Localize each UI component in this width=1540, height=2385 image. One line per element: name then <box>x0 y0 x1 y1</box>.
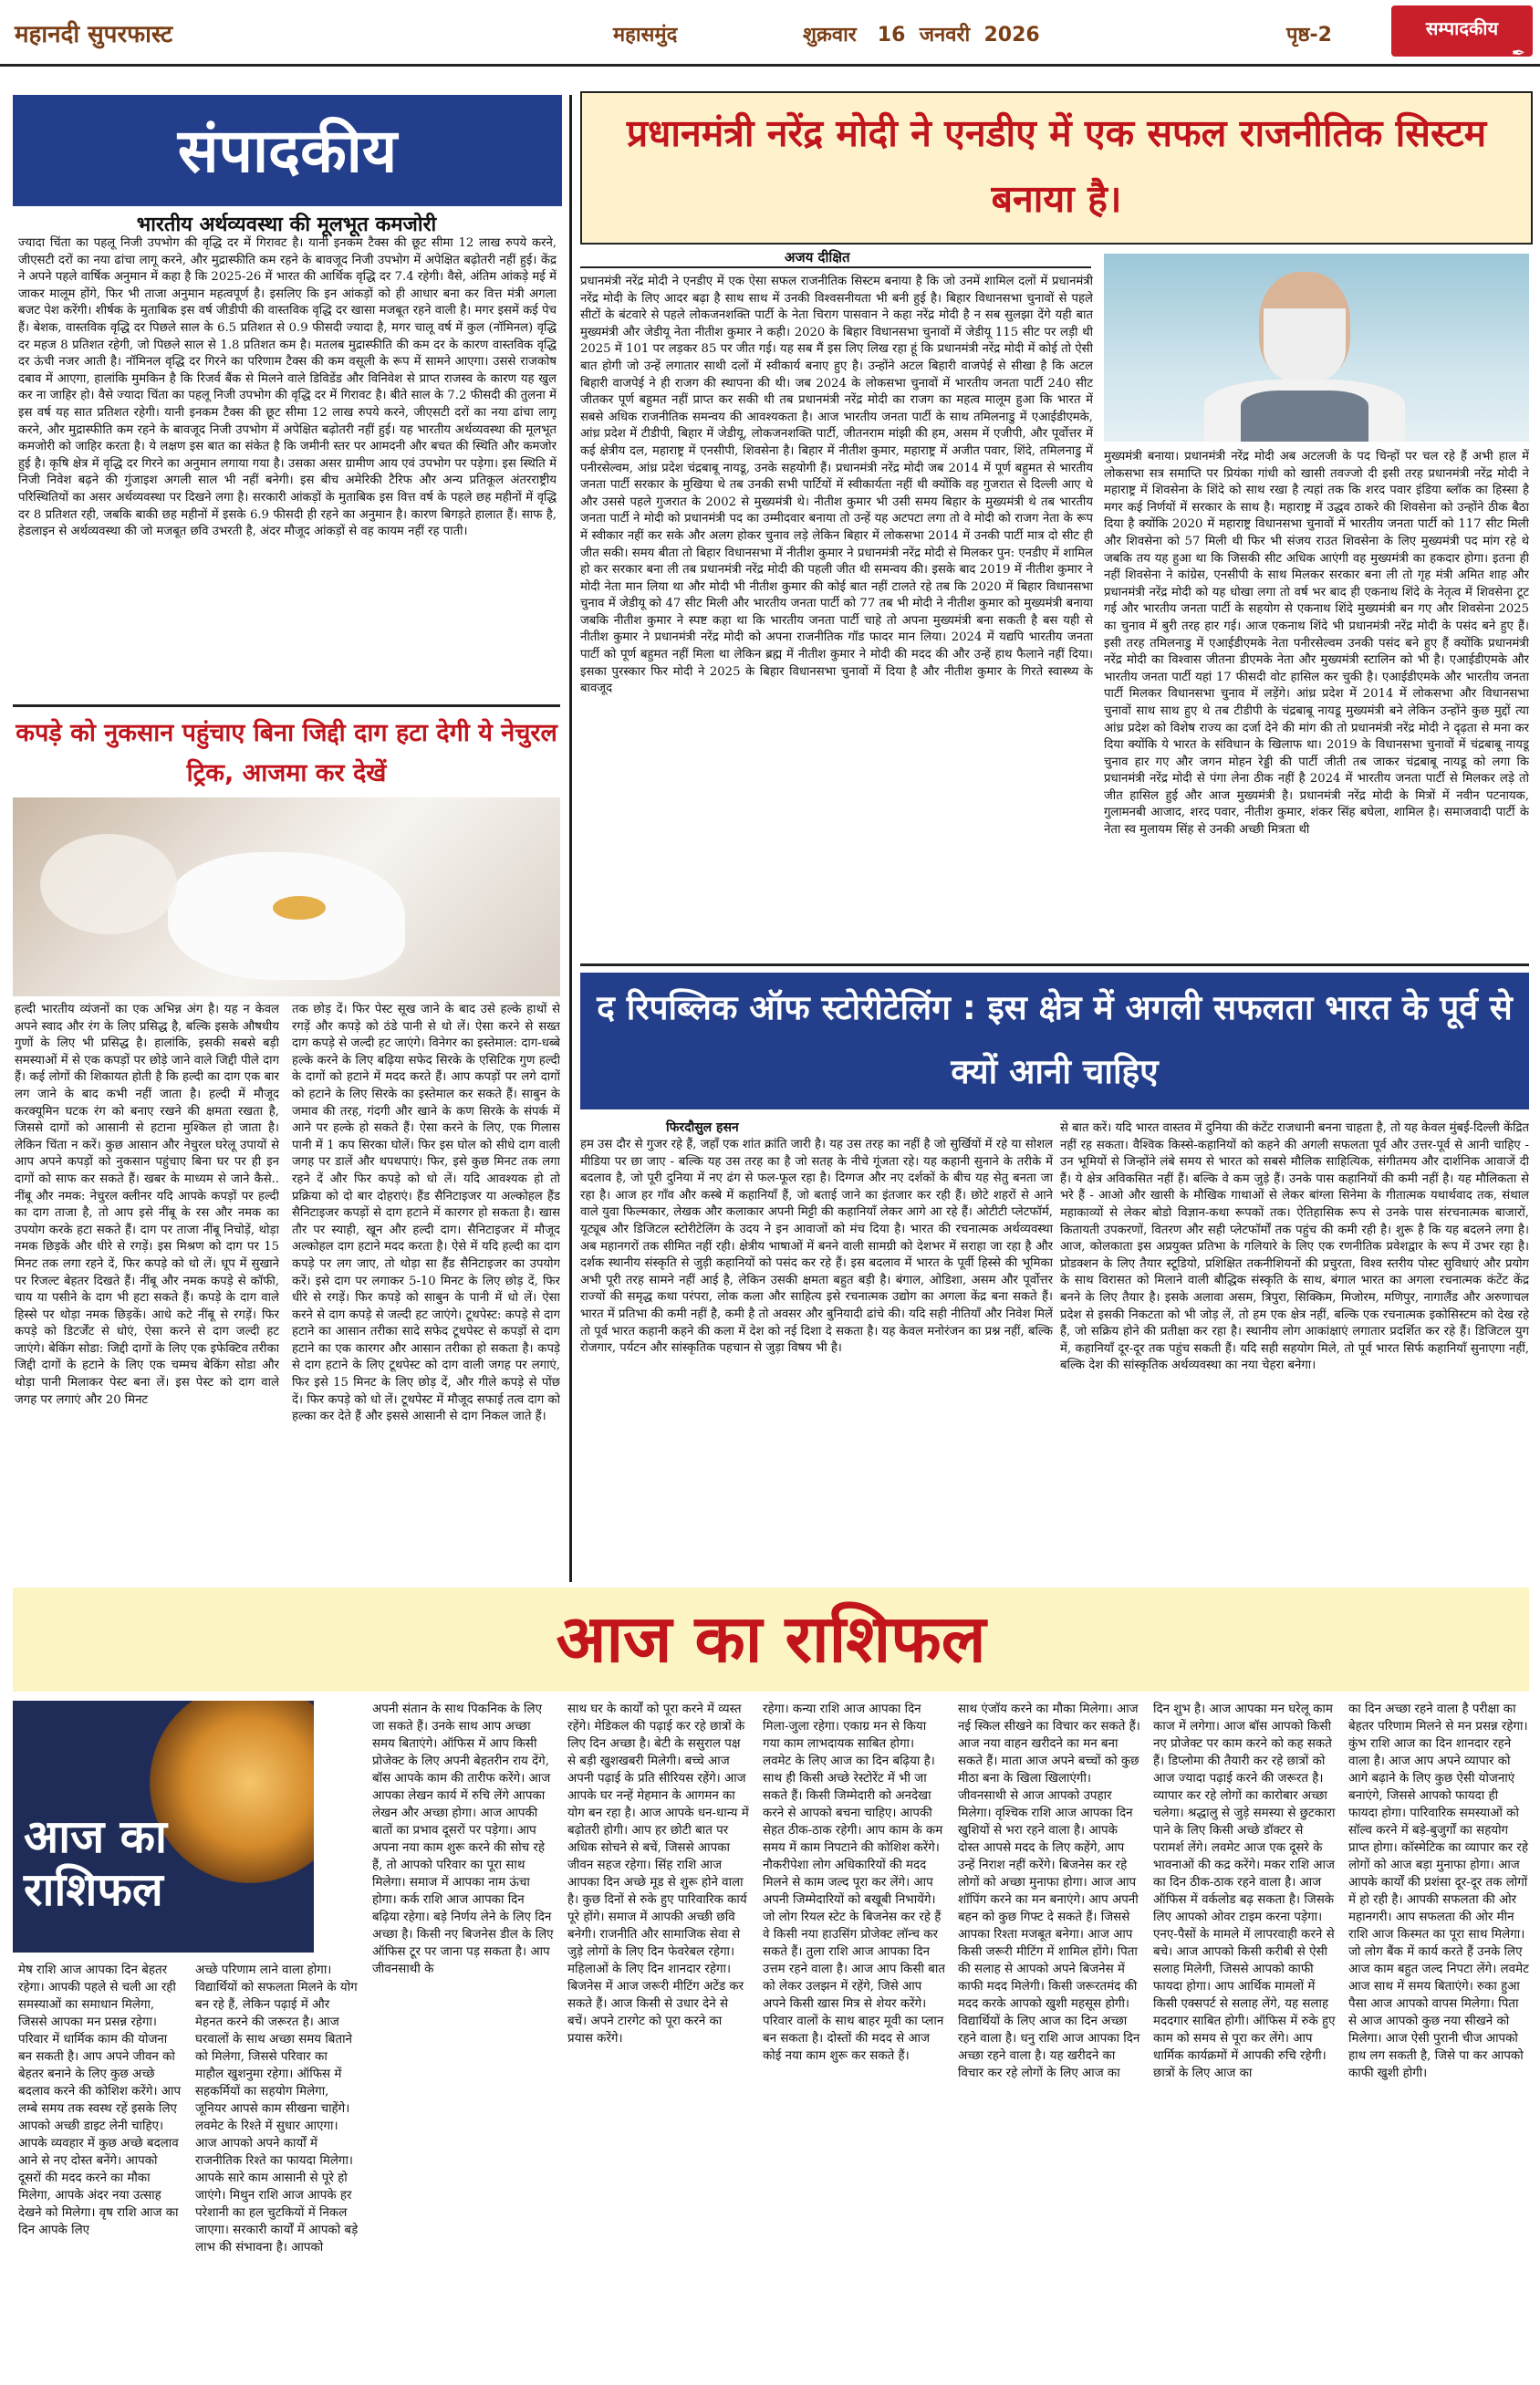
section-logo <box>1391 5 1533 63</box>
storytelling-title-box <box>580 973 1529 1109</box>
logo-text: सम्पादकीय <box>1425 17 1499 39</box>
divider <box>580 963 1529 966</box>
rashifal-image <box>13 1701 314 1953</box>
rashifal-col3: अपनी संतान के साथ पिकनिक के लिए जा सकते हैं। उनके साथ आप अच्छा समय बिताएंगे। ऑफिस में आप किसी प्रोजेक्ट के लिए अपनी बेहतरीन राय देंगे, बॉस आपके काम की तारीफ करेंगे। आज आपका लेखन कार्य में रुचि लेंगे आपका लेखन और अच्छा होगा। आज आपकी बातों का प्रभाव दूसरों पर पड़ेगा। आप अपना नया काम शुरू करने की सोच रहे हैं, तो आपको परिवार का पूरा साथ मिलेगा। समाज में आपका नाम ऊंचा होगा। कर्क राशि आज आपका दिन बढ़िया रहेगा। बड़े निर्णय लेने के लिए दिन अच्छा है। किसी नए बिजनेस डील के लिए ऑफिस टूर पर जाना पड़ सकता है। आप जीवनसाथी के <box>372 1703 554 1976</box>
divider <box>13 704 560 707</box>
rashifal-col8: का दिन अच्छा रहने वाला है परीक्षा का बेहतर परिणाम मिलने से मन प्रसन्न रहेगा। कुंभ राशि आज का दिन शानदार रहने वाला है। आज आप अपने व्यापार को आगे बढ़ाने के लिए कुछ ऐसी योजनाएं बनाएंगे, जिससे आपको फायदा ही फायदा होगा। पारिवारिक समस्याओं को सॉल्व करने में बड़े-बुजुर्गों का सहयोग प्राप्त होगा। कॉस्मेटिक का व्यापार कर रहे लोगों को आज बड़ा मुनाफा होगा। आज आपके कार्यों की प्रशंसा दूर-दूर तक लोगों में हो रही है। आपकी सफलता की ओर महानगरी। आप सफलता की ओर मीन राशि आज किस्मत का पूरा साथ मिलेगा। जो लोग बैंक में कार्य करते हैं उनके लिए आज काम बहुत जल्द निपटा लेंगे। लवमेट आज साथ में समय बिताएंगे। रुका हुआ पैसा आज आपको वापस मिलेगा। पिता से आज आपको कुछ नया सीखने को मिलेगा। आज ऐसी पुरानी चीज आपको हाथ लग सकती है, जिसे पा कर आपको काफी खुशी होगी। <box>1348 1703 1529 2080</box>
editorial-banner-box <box>13 95 562 206</box>
image-line-1: आज का <box>24 1810 167 1863</box>
modi-author: अजय दीक्षित <box>785 249 850 266</box>
editorial-subtitle: भारतीय अर्थव्यवस्था की मूलभूत कमजोरी <box>136 214 437 236</box>
paper-name: महानदी सुपरफास्ट <box>15 21 173 48</box>
powder-pile <box>40 834 177 934</box>
editorial-banner: संपादकीय <box>15 97 560 204</box>
stain-article-title: कपड़े को नुकसान पहुंचाए बिना जिद्दी दाग हटा देगी ये नेचुरल ट्रिक, आजमा कर देखें <box>16 719 557 787</box>
rashifal-col5: रहेगा। कन्या राशि आज आपका दिन मिला-जुला रहेगा। एकाग्र मन से किया गया काम लाभदायक साबित होगा। लवमेट के लिए आज का दिन बढ़िया है। साथ ही किसी अच्छे रेस्टोरेंट में भी जा सकते हैं। किसी जिम्मेदारी को अनदेखा करने से आपको बचना चाहिए। आपकी सेहत ठीक-ठाक रहेगी। आप काम के कम समय में काम निपटाने की कोशिश करेंगे। नौकरीपेशा लोग अधिकारियों की मदद मिलने से काम जल्द पूरा कर लेंगे। आप अपनी जिम्मेदारियों को बखूबी निभायेंगे। जो लोग रियल स्टेट के बिजनेस कर रहे हैं वे किसी नया हाउसिंग प्रोजेक्ट लॉन्च कर सकते हैं। तुला राशि आज आपका दिन उत्तम रहने वाला है। आज आप किसी बात को लेकर उलझन में रहेंगे, जिसे आप अपने किसी खास मित्र से शेयर करेंगे। परिवार वालों के साथ बाहर मूवी का प्लान बन सकता है। दोस्तों की मदद से आज कोई नया काम शुरू कर सकते हैं। <box>763 1703 945 2063</box>
modi-photo <box>1104 254 1529 442</box>
rashifal-col7: दिन शुभ है। आज आपका मन घरेलू काम काज में लगेगा। आज बॉस आपको किसी नए प्रोजेक्ट पर काम करने को कह सकते हैं। डिप्लोमा की तैयारी कर रहे छात्रों को आज ज्यादा पढ़ाई करने की जरूरत है। व्यापार कर रहे लोगों का कारोबार अच्छा चलेगा। श्रद्धालु से जुड़े समस्या से छुटकारा पाने के लिए किसी अच्छे डॉक्टर से परामर्श लेंगे। लवमेट आज एक दूसरे के भावनाओं की कद्र करेंगे। मकर राशि आज का दिन ठीक-ठाक रहने वाला है। आज ऑफिस में वर्कलोड बढ़ सकता है। जिसके लिए आपको ओवर टाइम करना पड़ेगा। एनए-पैसों के मामले में लापरवाही करने से बचे। आज आपको किसी करीबी से ऐसी सलाह मिलेगी, जिससे आपको काफी फायदा होगा। आप आर्थिक मामलों में किसी एक्सपर्ट से सलाह लेंगे, यह सलाह मददगार साबित होगी। ऑफिस में रुके हुए काम को समय से पूरा कर लेंगे। आप धार्मिक कार्यक्रमों में आपकी रुचि रहेगी। छात्रों के लिए आज का <box>1153 1703 1336 2080</box>
rashifal-image-text <box>24 1810 297 1916</box>
date: शुक्रवार 16 जनवरी 2026 <box>803 24 1040 47</box>
image-line-2: राशिफल <box>24 1863 163 1916</box>
jacket-shape <box>1241 391 1368 442</box>
modi-article-col2: मुख्यमंत्री बनाया। प्रधानमंत्री नरेंद्र मोदी अब अटलजी के पद चिन्हों पर चल रहे हैं अभी हाल में लोकसभा सत्र समाप्ति पर प्रियंका गांधी को खासी तवज्जो दी इसी तरह प्रधानमंत्री नरेंद्र मोदी ने महाराष्ट्र में शिवसेना के शिंदे को साथ रखा है त्यहां तक कि शरद पवार इंडिया ब्लॉक का हिस्सा है मगर कई निर्णयों में सरकार के साथ है। महाराष्ट्र में उद्धव ठाकरे की शिवसेना को उन्होंने ठीक बैठा दिया है क्योंकि 2020 में महाराष्ट्र विधानसभा चुनावों में भारतीय जनता पार्टी को 117 सीट मिली और शिवसेना को 57 मिली थी फिर भी संजय राउत शिवसेना के लिए मुख्यमंत्री पद मांग रहे थे जबकि तय यह हुआ था कि जिसकी सीट अधिक आएंगी वह मुख्यमंत्री का हकदार होगा। इतना ही नहीं शिवसेना ने कांग्रेस, एनसीपी के साथ मिलकर सरकार बना ली तो गृह मंत्री अमित शाह और प्रधानमंत्री नरेंद्र मोदी को यह धोखा लगा तो वर्ष भर बाद ही एकनाथ शिंदे के नेतृत्व में शिवसेना टूट गई और भारतीय जनता पार्टी के सहयोग से एकनाथ शिंदे मुख्यमंत्री बन गए और शिवसेना 2025 का चुनाव में बुरी तरह हार गई। आज एकनाथ शिंदे भी प्रधानमंत्री नरेंद्र मोदी के पसंद बने हुए हैं। इसी तरह तमिलनाडु में एआईडीएमके नेता पनीरसेल्वम उनकी पसंद बने हुए हैं क्योंकि प्रधानमंत्री नरेंद्र मोदी का विश्वास जीतना डीएमके नेता और मुख्यमंत्री स्टालिन को भी है। एआईडीएमके और भारतीय जनता पार्टी यहां 17 फीसदी वोट हासिल कर चुकी है। एआईडीएमके और भारतीय जनता पार्टी मिलकर विधानसभा चुनाव में लड़ेंगे। आंध्र प्रदेश में 2014 में लोकसभा और विधानसभा चुनावों साथ साथ हुए थे तब टीडीपी के चंद्रबाबू नायडू मुख्यमंत्री बने लेकिन उन्होंने कुछ मुद्दों त्या आंध्र प्रदेश को विशेष राज्य का दर्जा देने की मांग की तो प्रधानमंत्री नरेंद्र मोदी ने दृढ़ता से मना कर दिया क्योंकि ये भारत के संविधान के खिलाफ था। 2019 के विधानसभा चुनावों में चंद्रबाबू नायडू चुनाव हार गए और जगन मोहन रेड्डी की पार्टी जीती तब जाकर चंद्रबाबू नायडू को लगा कि प्रधानमंत्री नरेंद्र मोदी से पंगा लेना ठीक नहीं है 2024 में भारतीय जनता पार्टी से मिलकर लड़े तो जीत हासिल हुई और आज मुख्यमंत्री है। प्रधानमंत्री नरेंद्र मोदी के मित्रों में नवीन पटनायक, गुलामनबी आजाद, शरद पवार, नीतीश कुमार, शंकर सिंह बघेला, शामिल है। समाजवादी पार्टी के नेता स्व मुलायम सिंह से उनकी अच्छी मित्रता थी <box>1104 450 1529 838</box>
modi-title-box <box>580 91 1533 245</box>
stain-article-col2: तक छोड़ दें। फिर पेस्ट सूख जाने के बाद उसे हल्के हाथों से रगड़ें और कपड़े को ठंडे पानी से धो लें। ऐसा करने से सख्त दाग कपड़े से जल्दी हट जाएंगे। विनेगर का इस्तेमाल: दाग-धब्बे हल्के करने के लिए बढ़िया सफेद सिरके के एसिटिक गुण हल्दी के दागों को हटाने में मदद करते हैं। आप कपड़ों पर लगे दागों को हटाने के लिए सिरके का इस्तेमाल कर सकते हैं। साबुन के जमाव की तरह, गंदगी और खाने के कण सिरके के संपर्क में आने पर हल्के हो सकते हैं। ऐसा करने के लिए, एक गिलास पानी में 1 कप सिरका घोलें। फिर इस घोल को सीधे दाग वाली जगह पर डालें और थपथपाएं। फिर, इसे कुछ मिनट तक लगा रहने दें और फिर कपड़े को धो लें। यदि आवश्यक हो तो प्रक्रिया को दो बार दोहराएं। हैंड सैनिटाइजर या अल्कोहल हैंड सैनिटाइजर कपड़ों से दाग हटाने में कारगर हो सकता है। खास तौर पर स्याही, खून और हल्दी दाग। सैनिटाइजर में मौजूद अल्कोहल दाग हटाने मदद करता है। ऐसे में यदि हल्दी का दाग कपड़े पर लग जाए, तो थोड़ा सा हैंड सैनिटाइजर का उपयोग करें। इसे दाग पर लगाकर 5-10 मिनट के लिए छोड़ दें, फिर धीरे से रगड़ें। फिर कपड़े को साबुन के पानी में धो लें। ऐसा करने से दाग कपड़े से जल्दी हट जाएंगे। टूथपेस्ट: कपड़े से दाग हटाने का आसान तरीका सादे सफेद टूथपेस्ट से कपड़ों से दाग हटाने का एक कारगर और आसान तरीका हो सकता है। कपड़े से दाग हटाने के लिए टूथपेस्ट को दाग वाली जगह पर लगाएं, फिर इसे 15 मिनट के लिए छोड़ दें, और गीले कपड़े से पोंछ दें। फिर कपड़े को धो लें। टूथपेस्ट में मौजूद सफाई तत्व दाग को हल्का कर देते हैं और इससे आसानी से दाग निकल जाते हैं। <box>292 1003 560 1424</box>
rashifal-col2: अच्छे परिणाम लाने वाला होगा। विद्यार्थियों को सफलता मिलने के योग बन रहे हैं, लेकिन पढ़ाई में और मेहनत करने की जरूरत है। आज घरवालों के साथ अच्छा समय बिताने को मिलेगा, जिससे परिवार का माहौल खुशनुमा रहेगा। ऑफिस में सहकर्मियों का सहयोग मिलेगा, जूनियर आपसे काम सीखना चाहेंगे। लवमेट के रिश्ते में सुधार आएगा। आज आपको अपने कार्यों में राजनीतिक रिश्ते का फायदा मिलेगा। आपके सारे काम आसानी से पूरे हो जाएंगे। मिथुन राशि आज आपके हर परेशानी का हल चुटकियों में निकल जाएगा। सरकारी कार्यों में आपको बड़े लाभ की संभावना है। आपको <box>195 1963 359 2255</box>
pen-icon: ✒ <box>1511 44 1525 63</box>
city: महासमुंद <box>613 24 678 47</box>
modi-article-title: प्रधानमंत्री नरेंद्र मोदी ने एनडीए में एक सफल राजनीतिक सिस्टम बनाया है। <box>626 111 1487 221</box>
beard-shape <box>1264 308 1346 383</box>
editorial-body: ज्यादा चिंता का पहलू निजी उपभोग की वृद्धि दर में गिरावट है। यानी इनकम टैक्स की छूट सीमा 12 लाख रुपये करने, जीएसटी दरों का नया ढांचा लागू करने, और मुद्रास्फीति कम रहने के बावजूद निजी उपभोग में अपेक्षित बढ़ोतरी नहीं हुई। केंद्र ने अपने पहले वार्षिक अनुमान में कहा है कि 2025-26 में भारत की आर्थिक वृद्धि दर 7.4 रहेगी। वैसे, अंतिम आंकड़े मई में जाकर मालूम होंगे, फिर भी ताजा अनुमान महत्वपूर्ण है। इसलिए कि इन आंकड़ों को ही आधार बना कर वित्त मंत्री अगला बजट पेश करेंगी। शीर्षक के मुताबिक इस वर्ष जीडीपी की वास्तविक वृद्धि दर खासा मजबूत रहने वाली है। मगर इसमें कई पेच हैं। बेशक, वास्तविक वृद्धि दर पिछले साल के 6.5 प्रतिशत से 0.9 फीसदी ज्यादा है, मगर चालू वर्ष में कुल (नॉमिनल) वृद्धि दर महज 8 प्रतिशत रहेगी, जो पिछले साल से 1.8 प्रतिशत कम है। मतलब मुद्रास्फीति की कम दर के कारण वास्तविक वृद्धि दर ऊंची नजर आती है। नॉमिनल वृद्धि दर गिरने का परिणाम टैक्स की कम वसूली के रूप में सामने आएगा। उससे राजकोष दबाव में आएगा, हालांकि मुमकिन है कि रिजर्व बैंक से मिलने वाले डिविडेंड और विनिवेश से प्राप्त राजस्व के कारण यह खुल कर ना जाहिर हो। वैसे ज्यादा चिंता का पहलू निजी उपभोग की वृद्धि दर में गिरावट है। बीते साल के 7.2 फीसदी की तुलना में इस वर्ष यह सात प्रतिशत रहेगी। यानी इनकम टैक्स की छूट सीमा 12 लाख रुपये करने, जीएसटी दरों का नया ढांचा लागू करने, और मुद्रास्फीति कम रहने के बावजूद निजी उपभोग में अपेक्षित बढ़ोतरी नहीं हुई। यह भारतीय अर्थव्यवस्था की मूलभूत कमजोरी को जाहिर करता है। ये लक्षण इस बात का संकेत है कि जमीनी स्तर पर आमदनी और बचत की स्थिति और कमजोर हुई है। कृषि क्षेत्र में वृद्धि दर गिरने का अनुमान लगाया गया है। उसका असर ग्रामीण आय एवं उपभोग पर पड़ेगा। इस स्थिति में निजी निवेश बढ़ने की गुंजाइश अगली साल भी नहीं बनेगी। इस बीच अमेरिकी टैरिफ और अन्य प्रतिकूल अंतरराष्ट्रीय परिस्थितियों का असर अर्थव्यवस्था पर दिखने लगा है। सरकारी आंकड़ों के मुताबिक इस वित्त वर्ष के पहले छह महीनों में वृद्धि दर 8 प्रतिशत रही, जबकि बाकी छह महीनों में इसके 6.9 फीसदी ही रहने का अनुमान है। कारण बिगड़ते हालात हैं। साफ है, हेडलाइन से अर्थव्यवस्था की जो मजबूत छवि उभरती है, अंदर मौजूद आंकड़ों से वह कायम नहीं रह पाती। <box>18 236 557 539</box>
storytelling-col2: से बात करें। यदि भारत वास्तव में दुनिया की कंटेंट राजधानी बनना चाहता है, तो यह केवल मुंबई-दिल्ली केंद्रित नहीं रह सकता। वैश्विक किस्से-कहानियों को कहने की अगली सफलता पूर्व और उत्तर-पूर्व से आनी चाहिए - उन भूमियों से जिन्होंने लंबे समय से भारत को सबसे मौलिक साहित्यिक, संगीतमय और दार्शनिक आवाजें दी हैं। ये क्षेत्र अविकसित नहीं हैं। बल्कि वे कम जुड़े हैं। उनके पास कहानियों की कमी नहीं है। यह मौलिकता से भरे हैं - आओ और खासी के मौखिक गाथाओं से लेकर बांग्ला सिनेमा के गीतात्मक यथार्थवाद तक, संथाल महाकाव्यों से लेकर बोडो विज्ञान-कथा रूपकों तक। ऐतिहासिक रूप से उनके पास संरचनात्मक बाजारों, कितायती उपकरणों, वितरण और सही प्लेटफॉर्मों तक पहुंच की कमी रही है। शुरू है कि यह बदलने लगा है। आज, कोलकाता इस अप्रयुक्त प्रतिभा के गलियारे के लिए एक रणनीतिक प्रवेशद्वार के रूप में उभर रहा है। प्रोडक्शन के लिए तैयार स्टूडियो, प्रशिक्षित तकनीशियनों की प्रचुरता, विश्व स्तरीय पोस्ट सुविधाएं और प्रयोग के साथ विरासत को मिलाने वाली बौद्धिक संस्कृति के साथ, बंगाल भारत का अगला रचनात्मक कंटेंट केंद्र बनने के लिए तैयार है। इसके अलावा असम, त्रिपुरा, सिक्किम, मिजोरम, मणिपुर, नागालैंड और अरुणाचल प्रदेश से इसकी निकटता को भी जोड़ लें, तो हम एक क्षेत्र नहीं, बल्कि एक रचनात्मक इकोसिस्टम को देख रहे हैं, जो सक्रिय होने की प्रतीक्षा कर रहा है। स्थानीय लोग आकांक्षाएं लगातार प्रदर्शित कर रहे हैं। डिजिटल युग में, कहानियाँ दूर-दूर तक पहुंच सकती हैं। यदि सही सहयोग मिले, तो पूर्व भारत सिर्फ कहानियाँ सुनाएगा नहीं, बल्कि देश की सांस्कृतिक अर्थव्यवस्था का नया चेहरा बनेगा। <box>1060 1121 1529 1373</box>
storytelling-author: फिरदौसुल हसन <box>666 1120 739 1135</box>
rashifal-banner <box>13 1588 1529 1692</box>
page-header <box>0 0 1540 67</box>
turmeric-stain <box>273 896 326 920</box>
page-number: पृष्ठ-2 <box>1286 24 1332 47</box>
storytelling-title: द रिपब्लिक ऑफ स्टोरीटेलिंग : इस क्षेत्र में अगली सफलता भारत के पूर्व से क्यों आनी चाहिए <box>597 988 1513 1091</box>
author-rule <box>580 266 1091 268</box>
rashifal-col6: साथ एंजॉय करने का मौका मिलेगा। आज नई स्किल सीखने का विचार कर सकते हैं। आज नया वाहन खरीदने का मन बना सकते हैं। माता आज अपने बच्चों को कुछ मीठा बना के खिला खिलाएंगी। जीवनसाथी से आज आपको उपहार मिलेगा। वृश्चिक राशि आज आपका दिन खुशियों से भरा रहने वाला है। आपके दोस्त आपसे मदद के लिए कहेंगे, आप उन्हें निराश नहीं करेंगे। बिजनेस कर रहे लोगों को अच्छा मुनाफा होगा। आज आप शॉपिंग करने का मन बनाएंगे। आप अपनी बहन को कुछ गिफ्ट दे सकते हैं। जिससे आपका रिश्ता मजबूत बनेगा। आज आप किसी जरूरी मीटिंग में शामिल होंगे। पिता की सलाह से आपको अपने बिजनेस में काफी मदद मिलेगी। किसी जरूरतमंद की मदद करके आपको खुशी महसूस होगी। विद्यार्थियों के लिए आज का दिन अच्छा रहने वाला है। धनु राशि आज आपका दिन अच्छा रहने वाला है। यह खरीदने का विचार कर रहे लोगों के लिए आज का <box>958 1703 1140 2080</box>
modi-article-col1: प्रधानमंत्री नरेंद्र मोदी ने एनडीए में एक ऐसा सफल राजनीतिक सिस्टम बनाया है कि जो उनमें शामिल दलों में प्रधानमंत्री नरेंद्र मोदी के लिए आदर बढ़ा है साथ साथ में उनकी विश्वसनीयता भी बनी हुई है। बिहार विधानसभा चुनावों से पहले सीटों के बंटवारे से पहले लोकजनशक्ति पार्टी के नेता चिराग पासवान ने कहा नरेंद्र मोदी है न सब सुलझा देंगे यही बात मुख्यमंत्री और जेडीयू नेता नीतीश कुमार ने कही। 2020 के बिहार विधानसभा चुनावों में जेडीयू 115 सीट पर लड़ी थी 2025 में 101 पर लड़कर 85 पर जीत गई। यह सब मैं इस लिए लिख रहा हूं कि प्रधानमंत्री नरेंद्र मोदी में कोई तो ऐसी बात होगी जो उन्हें लगातार साथी दलों में स्वीकार्य बनाए हुए है। उन्होंने अटल बिहारी वाजपेई से सीखा है कि अटल बिहारी वाजपेई ने ही राजग की स्थापना की थी। जब 2024 के लोकसभा चुनावों में भारतीय जनता पार्टी 240 सीट जीतकर पूर्ण बहुमत नहीं प्राप्त कर सकी थी तब प्रधानमंत्री नरेंद्र मोदी का राजग का महत्व मालूम हुआ कि भारत में सबसे अधिक राजनीतिक समन्वय की आवश्यकता है। आज भारतीय जनता पार्टी के साथ तमिलनाडु में एआईडीएमके, आंध्र प्रदेश में टीडीपी, बिहार में जेडीयू, लोकजनशक्ति पार्टी, जीतनराम मांझी की हम, असम में एजीपी, और पूर्वोत्तर में कई क्षेत्रीय दल, महाराष्ट्र में एनसीपी, शिवसेना है। बिहार में नीतीश कुमार, महाराष्ट्र में अजीत पवार, शिंदे, तमिलनाडु में पनीरसेल्वम, आंध्र प्रदेश चंद्रबाबू नायडू, उनके सहयोगी हैं। प्रधानमंत्री नरेंद्र मोदी जब 2014 में पूर्ण बहुमत से भारतीय जनता पार्टी सरकार के मुखिया थे तब उनकी सभी पार्टियों में स्वीकार्यता नहीं थी क्योंकि वह गुजरात से दिल्ली आए थे और उससे पहले गुजरात के 2002 से मुख्यमंत्री थे। नीतीश कुमार भी उसी समय बिहार के मुख्यमंत्री थे तब भारतीय जनता पार्टी ने मोदी को प्रधानमंत्री पद का उम्मीदवार बनाया तो उन्हें यह अटपटा लगा तो वे मोदी को राजग नेता के रूप में स्वीकार नहीं कर सके और अलग होकर चुनाव लड़े लेकिन बिहार में लोकसभा 2014 में उनकी पार्टी मात्र दो सीट ही जीत सकी। समय बीता तो बिहार विधानसभा में नीतीश कुमार ने प्रधानमंत्री नरेंद्र मोदी से मिलकर पुन: एनडीए में शामिल हो कर सरकार बना ली तब प्रधानमंत्री नरेंद्र मोदी की पहली जीत थी समन्वय की। इसके बाद 2019 में नीतीश कुमार ने मोदी नेता मान लिया था और मोदी भी नीतीश कुमार की कोई बात नहीं टालते रहे तब कि 2020 में बिहार विधानसभा चुनाव में जेडीयू को 47 सीट मिली और भारतीय जनता पार्टी को 77 तब भी मोदी ने नीतीश कुमार को मुख्यमंत्री बनाया जबकि नीतीश कुमार ने स्पष्ट कहा था कि भारतीय जनता पार्टी चाहे तो अपना मुख्यमंत्री बना सकती है बस यही से नीतीश कुमार ने प्रधानमंत्री नरेंद्र मोदी को अपना राजनीतिक गॉड फादर मान लिया। 2024 में यद्यपि भारतीय जनता पार्टी को पूर्ण बहुमत नहीं मिला था लेकिन ब्रह्म में नीतीश कुमार ने मोदी की मदद की और उन्हें हाथ फैलाने नहीं दिया। इसका पुरस्कार फिर मोदी ने 2025 के बिहार विधानसभा चुनावों में दिया है और नीतीश कुमार के गिरते स्वास्थ्य के बावजूद <box>580 275 1093 696</box>
stain-photo <box>13 797 560 996</box>
column-divider <box>569 95 572 1582</box>
storytelling-col1: हम उस दौर से गुजर रहे हैं, जहाँ एक शांत क्रांति जारी है। यह उस तरह का नहीं है जो सुर्खियों में रहे या सोशल मीडिया पर छा जाए - बल्कि यह उस तरह का है जो सतह के नीचे गूंजता रहे। यह कहानी सुनाने के तरीके में बदलाव है, जो पूरी दुनिया में नए ढंग से फल-फूल रहा है। दिग्गज और नए दर्शकों के बीच यह सेतु बनता जा रहा है। आज हर गाँव और कस्बे में कहानियाँ हैं, जो बताई जाने का इंतजार कर रही हैं। छोटे शहरों से आने वाले युवा फिल्मकार, लेखक और कलाकार अपनी मिट्टी की कहानियाँ लेकर आगे आ रहे हैं। ओटीटी प्लेटफॉर्म, यूट्यूब और डिजिटल स्टोरीटेलिंग के उदय ने इन आवाजों को मंच दिया है। भारत की रचनात्मक अर्थव्यवस्था अब महानगरों तक सीमित नहीं रही। क्षेत्रीय भाषाओं में बनने वाली सामग्री को देशभर में सराहा जा रहा है और दर्शक स्थानीय संस्कृति से जुड़ी कहानियों को पसंद कर रहे हैं। इस बदलाव में भारत के पूर्वी हिस्से की भूमिका अभी पूरी तरह सामने नहीं आई है, लेकिन उसकी क्षमता बहुत बड़ी है। बंगाल, ओडिशा, असम और पूर्वोत्तर राज्यों की समृद्ध कथा परंपरा, लोक कला और साहित्य इसे रचनात्मक उद्योग का अगला केंद्र बना सकते हैं। भारत में प्रतिभा की कमी नहीं है, कमी है तो अवसर और बुनियादी ढांचे की। यदि सही नीतियाँ और निवेश मिलें तो पूर्व भारत कहानी कहने की कला में देश को नई दिशा दे सकता है। यह केवल मनोरंजन का प्रश्न नहीं, बल्कि रोजगार, पर्यटन और सांस्कृतिक पहचान से जुड़ा विषय भी है। <box>580 1138 1053 1356</box>
stain-article-col1: हल्दी भारतीय व्यंजनों का एक अभिन्न अंग है। यह न केवल अपने स्वाद और रंग के लिए प्रसिद्ध है, बल्कि इसके औषधीय गुणों के लिए भी प्रसिद्ध है। हालांकि, इसकी सबसे बड़ी समस्याओं में से एक कपड़ों पर छोड़े जाने वाले जिद्दी पीले दाग हैं। कई लोगों की शिकायत होती है कि हल्दी का दाग एक बार लग जाने के बाद कभी नहीं जाता है। हल्दी में मौजूद करक्यूमिन घटक रंग को बनाए रखने की क्षमता रखता है, जिससे दागों को आसानी से हटाना मुश्किल हो जाता है। लेकिन चिंता न करें। कुछ आसान और नेचुरल घरेलू उपायों से आप अपने कपड़ों को नुकसान पहुंचाए बिना घर पर ही इन दागों को साफ कर सकते हैं। खबर के माध्यम से जाने कैसे.. नींबू और नमक: नेचुरल क्लीनर यदि आपके कपड़ों पर हल्दी का दाग ताजा है, तो आप इसे नींबू के रस और नमक का उपयोग करके हटा सकते हैं। दाग पर ताजा नींबू निचोड़ें, थोड़ा नमक छिड़कें और धीरे से रगड़ें। इस मिश्रण को दाग पर 15 मिनट तक लगा रहने दें, फिर कपड़े को धो लें। धूप में सुखाने पर रिजल्ट बेहतर दिखते हैं। नींबू और नमक कपड़े से कॉफी, चाय या पसीने के दाग भी हटा सकते हैं। कपड़े के दाग वाले हिस्से पर थोड़ा नमक छिड़कें। आधे कटे नींबू से रगड़ें। फिर कपड़े को डिटर्जेंट से धोएं, ऐसा करने से दाग जल्दी हट जाएंगे। बेकिंग सोडा: जिद्दी दागों के लिए एक इफेक्टिव तरीका जिद्दी दागों के हटाने के लिए एक चम्मच बेकिंग सोडा और थोड़ा पानी मिलाकर पेस्ट बना लें। इस पेस्ट को दाग वाले जगह पर लगाएं और 20 मिनट <box>15 1003 279 1407</box>
rashifal-col1: मेष राशि आज आपका दिन बेहतर रहेगा। आपकी पहले से चली आ रही समस्याओं का समाधान मिलेगा, जिससे आपका मन प्रसन्न रहेगा। परिवार में धार्मिक काम की योजना बन सकती है। आप अपने जीवन को बेहतर बनाने के लिए कुछ अच्छे बदलाव करने की कोशिश करेंगे। आप लम्बे समय तक स्वस्थ रहें इसके लिए आपको अच्छी डाइट लेनी चाहिए। आपके व्यवहार में कुछ अच्छे बदलाव आने से नए दोस्त बनेंगे। आपको दूसरों की मदद करने का मौका मिलेगा, आपके अंदर नया उत्साह देखने को मिलेगा। वृष राशि आज का दिन आपके लिए <box>18 1963 182 2237</box>
rashifal-col4: साथ घर के कार्यों को पूरा करने में व्यस्त रहेंगे। मेडिकल की पढ़ाई कर रहे छात्रों के लिए दिन अच्छा है। बेटी के ससुराल पक्ष से बड़ी खुशखबरी मिलेगी। बच्चे आज अपनी पढ़ाई के प्रति सीरियस रहेंगे। आज आपके घर नन्हें मेहमान के आगमन का योग बन रहा है। आज आपके धन-धान्य में बढ़ोतरी होगी। आप हर छोटी बात पर अधिक सोचने से बचें, जिससे आपका जीवन सहज रहेगा। सिंह राशि आज आपका दिन अच्छे मूड से शुरू होने वाला है। कुछ दिनों से रुके हुए पारिवारिक कार्य पूरे होंगे। समाज में आपकी अच्छी छवि बनेगी। राजनीति और सामाजिक सेवा से जुड़े लोगों के लिए दिन फेवरेबल रहेगा। महिलाओं के लिए दिन शानदार रहेगा। बिजनेस में आज जरूरी मीटिंग अटेंड कर सकते हैं। आज किसी से उधार देने से बचें। अपने टारगेट को पूरा करने का प्रयास करेंगे। <box>567 1703 749 2046</box>
rashifal-title: आज का राशिफल <box>556 1600 986 1677</box>
